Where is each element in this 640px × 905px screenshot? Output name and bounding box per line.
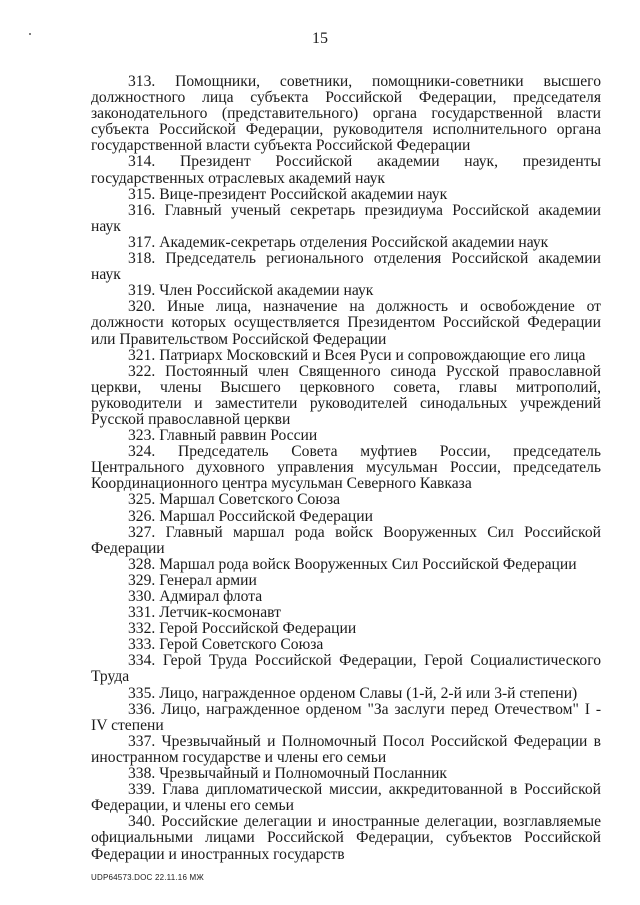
item-text: Чрезвычайный и Полномочный Посланник — [159, 765, 447, 783]
list-item — [91, 653, 601, 685]
list-item — [91, 444, 601, 492]
item-text: Герой Труда Российской Федерации, Герой Социалистического Труда — [91, 652, 602, 686]
item-number: 319. — [128, 282, 156, 300]
item-number: 323. — [128, 427, 156, 445]
item-number: 326. — [128, 507, 156, 525]
item-text: Маршал Советского Союза — [159, 491, 341, 509]
item-text: Вице-президент Российской академии наук — [159, 185, 448, 203]
list-item — [91, 509, 601, 525]
item-number: 317. — [128, 233, 156, 251]
item-text: Летчик-космонавт — [159, 604, 281, 622]
item-number: 340. — [128, 813, 156, 831]
item-number: 324. — [128, 443, 156, 461]
document-footer: UDP64573.DOC 22.11.16 МЖ — [91, 873, 204, 882]
list-item — [91, 621, 601, 637]
list-item — [91, 187, 601, 203]
item-text: Лицо, награжденное орденом "За заслуги перед Отечеством" I - IV степени — [91, 700, 602, 734]
item-text: Главный ученый секретарь президиума Российской академии наук — [91, 201, 601, 235]
item-number: 333. — [128, 636, 156, 654]
item-number: 339. — [128, 781, 156, 799]
list-item — [91, 782, 601, 814]
item-text: Председатель Совета муфтиев России, председатель Центрального духовного управления мусульман России, председатель Координационного центра мусульман Северного Кавказа — [91, 443, 601, 493]
page-number: 15 — [312, 30, 328, 47]
list-item — [91, 283, 601, 299]
item-number: 328. — [128, 555, 156, 573]
item-text: Генерал армии — [159, 571, 257, 589]
list-item — [91, 814, 601, 862]
document-body — [91, 74, 601, 863]
list-item — [91, 525, 601, 557]
item-number: 315. — [128, 185, 156, 203]
item-text: Член Российской академии наук — [159, 282, 374, 300]
item-number: 327. — [128, 523, 156, 541]
item-text: Маршал рода войск Вооруженных Сил Российской Федерации — [159, 555, 577, 573]
item-text: Постоянный член Священного синода Русской православной церкви, члены Высшего церковного совета, главы митрополий, руководители и заместители руководителей синодальных учреждений Русской православной церкви — [91, 362, 601, 428]
item-text: Главный раввин России — [159, 427, 318, 445]
item-number: 314. — [128, 153, 156, 171]
list-item — [91, 428, 601, 444]
item-text: Российские делегации и иностранные делегации, возглавляемые официальными лицами Российской Федерации, субъектов Российской Федерации и иностранных государств — [91, 813, 601, 863]
item-text: Патриарх Московский и Всея Руси и сопровождающие его лица — [159, 346, 586, 364]
list-item — [91, 203, 601, 235]
item-text: Адмирал флота — [159, 588, 263, 605]
item-text: Лицо, награжденное орденом Славы (1-й, 2-й или 3-й степени) — [159, 684, 578, 702]
list-item — [91, 492, 601, 508]
item-number: 313. — [128, 73, 156, 90]
item-text: Помощники, советники, помощники-советники высшего должностного лица субъекта Российской Федерации, председателя законодательного (представительного) органа государственной власти субъекта Российской Федерации, руководителя исполнительного органа государственной власти субъекта Российской Федерации — [91, 73, 601, 155]
item-number: 325. — [128, 491, 156, 509]
list-item — [91, 348, 601, 364]
list-item — [91, 702, 601, 734]
item-text: Герой Советского Союза — [159, 636, 324, 654]
list-item — [91, 766, 601, 782]
item-number: 329. — [128, 571, 156, 589]
item-text: Герой Российской Федерации — [159, 620, 357, 638]
list-item — [91, 686, 601, 702]
list-item — [91, 637, 601, 653]
list-item — [91, 251, 601, 283]
list-item — [91, 154, 601, 186]
item-number: 332. — [128, 620, 156, 638]
list-item — [91, 605, 601, 621]
item-text: Чрезвычайный и Полномочный Посол Российской Федерации в иностранном государстве и члены его семьи — [91, 732, 601, 766]
list-item — [91, 299, 601, 347]
list-item — [91, 235, 601, 251]
item-text: Главный маршал рода войск Вооруженных Сил Российской Федерации — [91, 523, 601, 557]
item-number: 337. — [128, 732, 156, 750]
item-number: 338. — [128, 765, 156, 783]
list-item — [91, 589, 601, 605]
item-number: 320. — [128, 298, 156, 316]
item-text: Президент Российской академии наук, президенты государственных отраслевых академий наук — [91, 153, 601, 187]
item-number: 316. — [128, 201, 156, 219]
item-text: Маршал Российской Федерации — [159, 507, 373, 525]
item-number: 330. — [128, 588, 156, 605]
item-number: 334. — [128, 652, 156, 670]
item-text: Глава дипломатической миссии, аккредитованной в Российской Федерации, и члены его семьи — [91, 781, 601, 815]
item-number: 331. — [128, 604, 156, 622]
list-item — [91, 364, 601, 428]
item-text: Иные лица, назначение на должность и освобождение от должности которых осуществляется Президентом Российской Федерации или Правительством Российской Федерации — [91, 298, 601, 348]
item-number: 336. — [128, 700, 156, 718]
item-number: 321. — [128, 346, 156, 364]
list-item — [91, 573, 601, 589]
item-number: 335. — [128, 684, 156, 702]
item-text: Академик-секретарь отделения Российской академии наук — [159, 233, 549, 251]
list-item — [91, 557, 601, 573]
item-number: 322. — [128, 362, 156, 380]
list-item — [91, 74, 601, 154]
list-item — [91, 734, 601, 766]
item-text: Председатель регионального отделения Российской академии наук — [91, 250, 601, 284]
item-number: 318. — [128, 250, 156, 268]
